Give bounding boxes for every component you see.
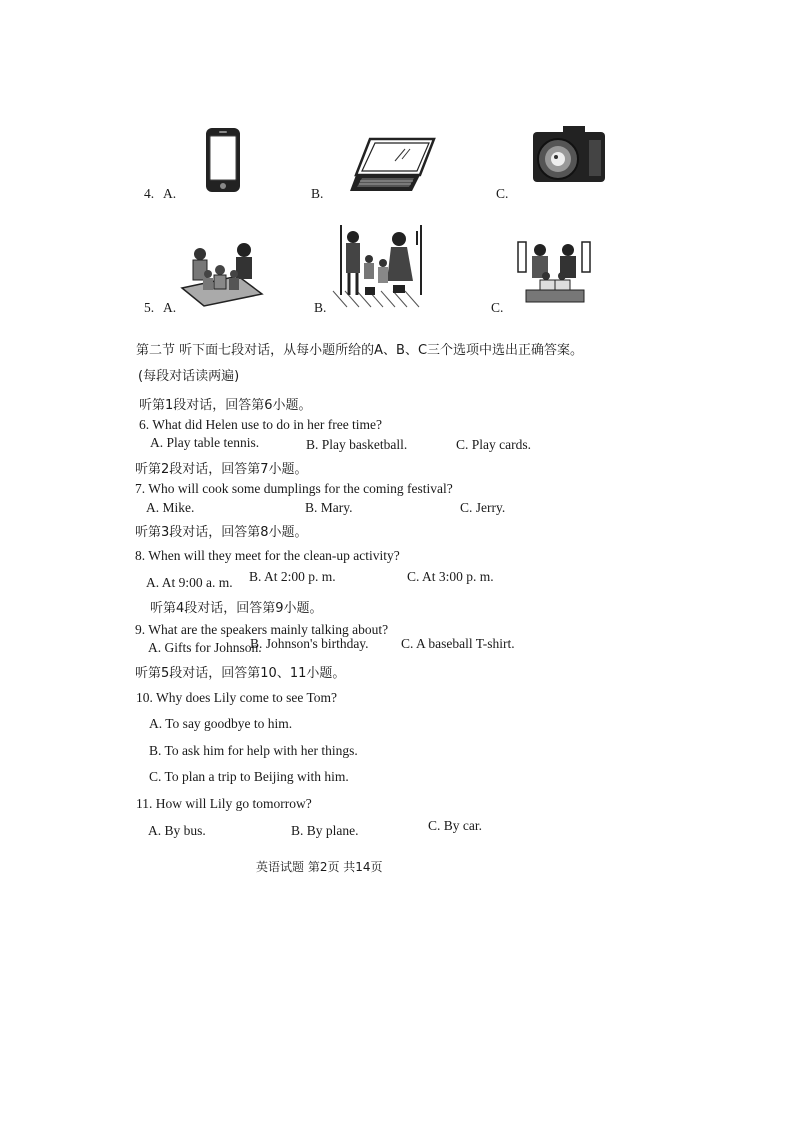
dialogue-5-prompt: 听第5段对话，回答第10、11小题。	[135, 666, 346, 681]
q7-question: 7. Who will cook some dumplings for the coming festival?	[135, 481, 453, 496]
camera-icon	[531, 126, 607, 184]
family-picnic-image	[180, 238, 264, 308]
dialogue-2-prompt: 听第2段对话，回答第7小题。	[135, 462, 308, 477]
q9-option-a: A. Gifts for Johnson.	[148, 640, 262, 655]
q6-option-c: C. Play cards.	[456, 437, 531, 452]
q9-option-c: C. A baseball T-shirt.	[401, 636, 515, 651]
q11-option-b: B. By plane.	[291, 823, 359, 838]
q9-option-b: B. Johnson's birthday.	[250, 636, 369, 651]
q4-option-b-label: B.	[311, 186, 324, 201]
section2-title: 第二节 听下面七段对话，从每小题所给的A、B、C三个选项中选出正确答案。	[136, 343, 584, 358]
q8-question: 8. When will they meet for the clean-up activity?	[135, 548, 400, 563]
q4-option-c-label: C.	[496, 186, 509, 201]
q11-question: 11. How will Lily go tomorrow?	[136, 796, 312, 811]
phone-icon	[205, 127, 241, 193]
q5-number: 5.	[144, 300, 155, 315]
q4-option-a-label: A.	[163, 186, 177, 201]
q7-option-b: B. Mary.	[305, 500, 353, 515]
q5-option-a-label: A.	[163, 300, 177, 315]
q10-option-a: A. To say goodbye to him.	[149, 716, 293, 731]
q10-option-c: C. To plan a trip to Beijing with him.	[149, 769, 349, 784]
dialogue-3-prompt: 听第3段对话，回答第8小题。	[135, 525, 308, 540]
laptop-icon	[350, 137, 436, 193]
family-cleaning-image	[331, 225, 427, 309]
dialogue-4-prompt: 听第4段对话，回答第9小题。	[150, 601, 323, 616]
page-footer: 英语试题 第2页 共14页	[256, 860, 383, 874]
q9-question: 9. What are the speakers mainly talking about?	[135, 622, 389, 637]
family-reading-image	[516, 238, 592, 306]
dialogue-1-prompt: 听第1段对话，回答第6小题。	[139, 398, 312, 413]
q10-question: 10. Why does Lily come to see Tom?	[136, 690, 338, 705]
q8-option-c: C. At 3:00 p. m.	[407, 569, 494, 584]
section2-note: (每段对话读两遍)	[138, 369, 240, 384]
q6-option-b: B. Play basketball.	[306, 437, 408, 452]
q8-option-b: B. At 2:00 p. m.	[249, 569, 336, 584]
q4-number: 4.	[144, 186, 155, 201]
q6-question: 6. What did Helen use to do in her free time?	[139, 417, 383, 432]
q11-option-a: A. By bus.	[148, 823, 206, 838]
q5-option-b-label: B.	[314, 300, 327, 315]
q11-option-c: C. By car.	[428, 818, 482, 833]
q5-option-c-label: C.	[491, 300, 504, 315]
q7-option-c: C. Jerry.	[460, 500, 506, 515]
q8-option-a: A. At 9:00 a. m.	[146, 575, 233, 590]
q6-option-a: A. Play table tennis.	[150, 435, 260, 450]
q10-option-b: B. To ask him for help with her things.	[149, 743, 358, 758]
q7-option-a: A. Mike.	[146, 500, 195, 515]
